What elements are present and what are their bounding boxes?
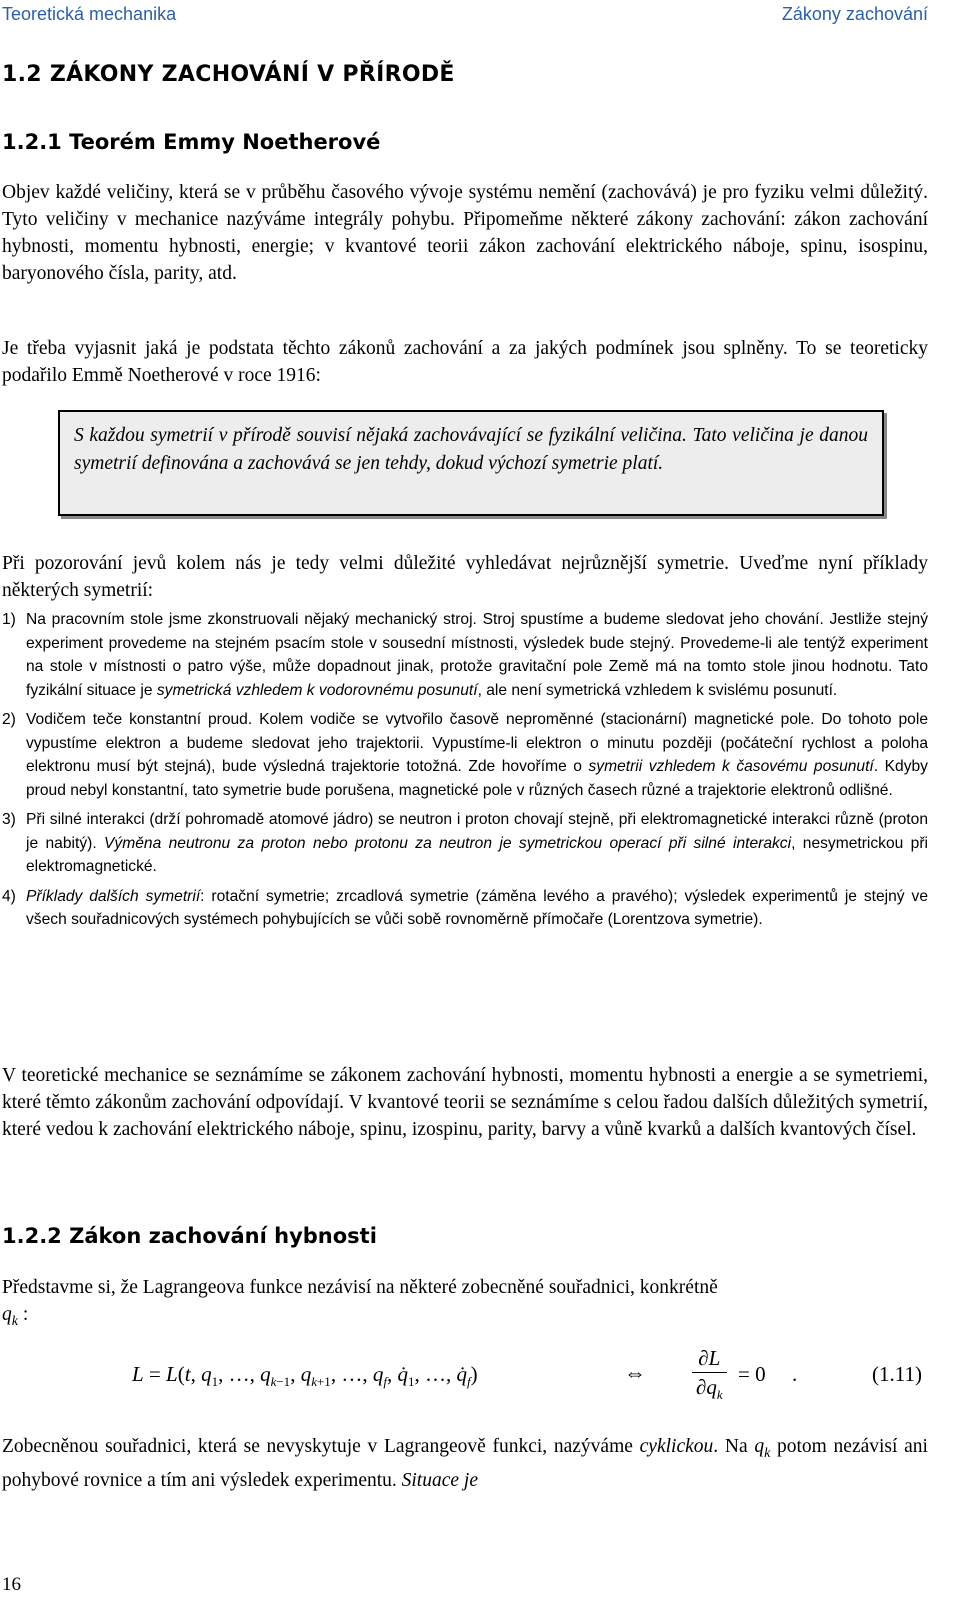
fraction-numerator: ∂L <box>692 1344 727 1373</box>
text-run: , nesymetrickou při elektromagnetické. <box>26 834 928 875</box>
lagrange-intro-text: Představme si, že Lagrangeova funkce nezávisí na některé zobecněné souřadnici, konkrétně <box>2 1277 718 1298</box>
intro-paragraph-text: Objev každé veličiny, která se v průběhu časového vývoje systému nemění (zachovává) je pro fyziku velmi důležitý. Tyto veličiny v mechanice nazýváme integrály pohybu. Připomeňme některé zákony zachování: zákon zachování hybnosti, momentu hybnosti, energie; v kvantové teorii zákon zachování elektrického náboje, spinu, isospinu, baryonového čísla, parity, atd. <box>2 182 928 284</box>
equation-lhs: L = L(t, $q_1$, …, $q_{k-1}$, $q_{k+1}$, …, $q_f$, $q̇_1$, …, $q̇_f$) <box>132 1362 478 1390</box>
intro-paragraph <box>2 179 928 287</box>
list-item-text <box>26 708 928 802</box>
lagrange-var-sub: k <box>11 1313 18 1329</box>
list-item-number: 4) <box>2 887 16 905</box>
emphasis-text: Výměna neutronu za proton nebo protonu za neutron je symetrickou operací při silné interakci <box>104 834 792 852</box>
subsection-heading-momentum: 1.2.2 Zákon zachování hybnosti <box>2 1224 377 1248</box>
list-item-text <box>26 608 928 702</box>
cyclic-text-c: . Na <box>713 1436 755 1457</box>
text-run: Při silné interakci (drží pohromadě atomové jádro) se neutron i proton chovají stejně, při elektromagnetické interakci různě (proton je nabitý). <box>26 811 928 852</box>
lagrange-colon: : <box>17 1304 29 1325</box>
cyclic-text-d: potom nezávisí ani pohybové rovnice a tím ani výsledek experimentu. <box>2 1436 928 1491</box>
question-paragraph-text: Je třeba vyjasnit jaká je podstata těchto zákonů zachování a za jakých podmínek jsou splněny. To se teoreticky podařilo Emmě Noetherové v roce 1916: <box>2 338 928 386</box>
list-item <box>2 808 928 879</box>
theorem-callout-box <box>58 410 884 516</box>
text-run: Na pracovním stole jsme zkonstruovali nějaký mechanický stroj. Stroj spustíme a budeme sledovat jeho chování. Jestliže stejný experiment provedeme na stejném psacím stole v sousední místnosti, výsledek bude stejný. Provedeme-li ale tentýž experiment na stole v místnosti o patro výše, může dopadnout jinak, protože gravitační pole Země má na tomto stole jinou hodnotu. Tato fyzikální situace je <box>26 611 928 699</box>
list-item <box>2 608 928 702</box>
emphasis-text: symetrická vzhledem k vodorovnému posunutí <box>156 681 478 699</box>
observation-paragraph <box>2 550 928 604</box>
header-book-title: Teoretická mechanika <box>2 4 177 24</box>
list-item-text <box>26 885 928 932</box>
denominator-symbol: ∂q <box>696 1375 717 1399</box>
text-run: , ale není symetrická vzhledem k svislému posunutí. <box>477 681 838 699</box>
running-header <box>2 4 928 26</box>
list-item <box>2 885 928 932</box>
theorem-statement: S každou symetrií v přírodě souvisí nějaká zachovávající se fyzikální veličina. Tato veličina je danou symetrií definována a zachovává se jen tehdy, dokud výchozí symetrie platí. <box>74 425 868 474</box>
list-item-number: 1) <box>2 611 16 628</box>
denominator-sub: k <box>716 1387 723 1403</box>
partial-derivative-fraction <box>692 1344 727 1409</box>
page-number: 16 <box>2 1574 21 1595</box>
list-item-number: 3) <box>2 811 16 828</box>
emphasis-text: symetrii vzhledem k časovému posunutí <box>588 758 874 775</box>
list-item-number: 2) <box>2 711 16 728</box>
subsection-heading-noether: 1.2.1 Teorém Emmy Noetherové <box>2 130 381 154</box>
closing-paragraph-text: V teoretické mechanice se seznámíme se zákonem zachování hybnosti, momentu hybnosti a energie a se symetriemi, které těmto zákonům zachování odpovídají. V kvantové teorii se seznámíme s celou řadou dalších důležitých symetrií, které vedou k zachování elektrického náboje, spinu, izospinu, parity, barvy a vůně kvarků a dalších kvantových čísel. <box>2 1065 928 1140</box>
question-paragraph <box>2 335 928 389</box>
cyclic-paragraph <box>2 1433 928 1494</box>
text-run: . Kdyby proud nebyl konstantní, tato symetrie bude porušena, magnetické pole v různých časech různé a trajektorie elektronů odlišné. <box>26 758 928 799</box>
cyclic-var-sub: k <box>764 1445 771 1461</box>
section-heading: 1.2 ZÁKONY ZACHOVÁNÍ V PŘÍRODĚ <box>2 62 455 87</box>
fraction-denominator <box>692 1373 727 1409</box>
lagrange-intro <box>2 1274 928 1335</box>
text-run: : rotační symetrie; zrcadlová symetrie (záměna levého a pravého); výsledek experimentů je stejný ve všech souřadnicových systémech pohybujících se vůči sobě rovnoměrně přímočaře (Lorentzova symetrie). <box>26 887 928 928</box>
examples-list <box>2 608 928 938</box>
header-chapter-title: Zákony zachování <box>781 4 928 24</box>
equation-rhs: = 0 <box>738 1362 766 1386</box>
equivalence-arrow: ⇔ <box>624 1360 646 1385</box>
emphasis-text: Příklady dalších symetrií <box>26 887 201 905</box>
cyclic-text-e: Situace je <box>401 1469 478 1491</box>
cyclic-term: cyklickou <box>639 1436 714 1457</box>
text-run: Vodičem teče konstantní proud. Kolem vodiče se vytvořilo časově neproměnné (stacionární) magnetické pole. Do tohoto pole vypustíme elektron a budeme sledovat jeho trajektorii. Vypustíme-li elektron o minutu později (počáteční rychlost a poloha elektronu musí být stejná), bude výsledná trajektorie totožná. Zde hovoříme o <box>26 711 928 775</box>
equation-number: (1.11) <box>872 1362 922 1386</box>
list-item <box>2 708 928 802</box>
closing-paragraph <box>2 1062 928 1143</box>
lagrange-var: q <box>2 1304 12 1325</box>
observation-paragraph-text: Při pozorování jevů kolem nás je tedy velmi důležité vyhledávat nejrůznější symetrie. Uveďme nyní příklady některých symetrií: <box>2 553 928 601</box>
equation-1-11 <box>0 1340 940 1410</box>
list-item-text <box>26 808 928 879</box>
equation-period: . <box>792 1362 798 1386</box>
cyclic-var: q <box>754 1436 765 1457</box>
cyclic-text-a: Zobecněnou souřadnici, která se nevyskytuje v Lagrangeově funkci, nazýváme <box>2 1436 640 1457</box>
